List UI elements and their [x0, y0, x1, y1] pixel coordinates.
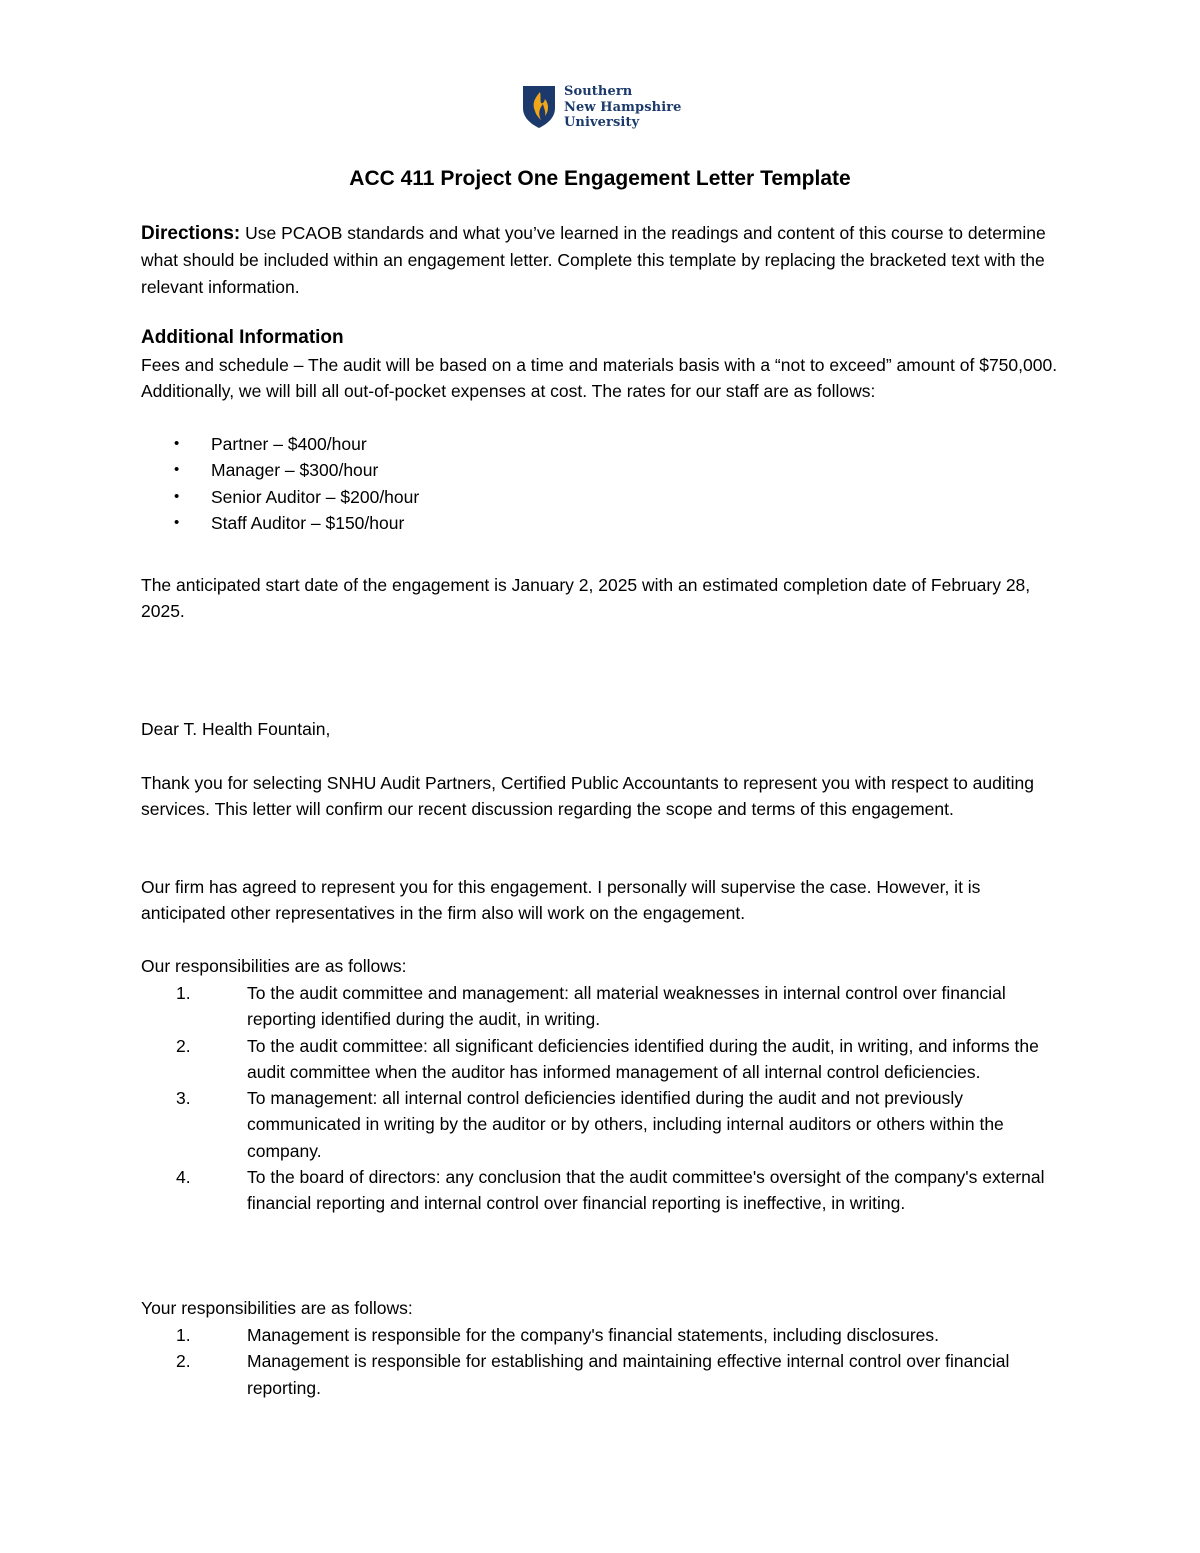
list-item	[141, 431, 419, 457]
item-text: Management is responsible for establishing and maintaining effective internal control over financial reporting.	[247, 1351, 1010, 1398]
logo-line-new-hampshire: New Hampshire	[564, 99, 682, 115]
list-item	[141, 484, 419, 510]
item-text: To the board of directors: any conclusion that the audit committee's oversight of the company's external financial reporting and internal control over financial reporting is ineffective, in writing.	[247, 1167, 1045, 1214]
firm-text: Our firm has agreed to represent you for this engagement. I personally will supervise the case. However, it is anticipated other representatives in the firm also will work on the engagement.	[141, 877, 981, 924]
schedule-paragraph	[141, 572, 1061, 625]
page-title: ACC 411 Project One Engagement Letter Template	[349, 167, 851, 190]
item-number: 1.	[176, 983, 191, 1003]
your-responsibilities-heading: Your responsibilities are as follows:	[141, 1298, 413, 1318]
list-item	[141, 1085, 1061, 1164]
directions-paragraph	[141, 220, 1061, 300]
item-text: Management is responsible for the company's financial statements, including disclosures.	[247, 1325, 940, 1345]
firm-paragraph	[141, 874, 1061, 927]
list-item	[141, 457, 419, 483]
item-number: 2.	[176, 1035, 191, 1056]
item-text: To the audit committee: all significant deficiencies identified during the audit, in writing, and informs the audit committee when the auditor has informed management of all internal control deficiencies.	[247, 1035, 1039, 1082]
item-number: 4.	[176, 1167, 191, 1188]
shield-flame-icon	[521, 84, 557, 130]
list-item	[141, 1322, 1061, 1348]
letter-greeting: Dear T. Health Fountain,	[141, 719, 331, 739]
logo-text	[564, 84, 682, 131]
bullet-icon: •	[174, 435, 180, 452]
rate-text: Manager – $300/hour	[211, 460, 379, 481]
rates-list	[141, 431, 419, 536]
item-number: 1.	[176, 1325, 191, 1345]
logo-line-university: University	[564, 115, 640, 130]
list-item	[141, 980, 1061, 1033]
bullet-icon: •	[174, 461, 180, 479]
directions-text: Use PCAOB standards and what you’ve learned in the readings and content of this course to determine what should be included within an engagement letter. Complete this template by replacing the bracketed text with the relevant information.	[141, 223, 1046, 297]
directions-label: Directions:	[141, 223, 241, 244]
fees-paragraph	[141, 352, 1061, 405]
list-item	[141, 1164, 1061, 1217]
logo-line-southern: Southern	[564, 84, 633, 99]
item-number: 3.	[176, 1088, 191, 1109]
schedule-text: The anticipated start date of the engagement is January 2, 2025 with an estimated completion date of February 28, 2025.	[141, 575, 1031, 622]
item-number: 2.	[176, 1351, 191, 1372]
rate-text: Senior Auditor – $200/hour	[211, 486, 420, 507]
our-responsibilities-list	[141, 980, 1061, 1217]
additional-info-heading: Additional Information	[141, 327, 344, 348]
list-item	[141, 1348, 1061, 1401]
your-responsibilities-list	[141, 1322, 1061, 1401]
our-responsibilities-heading: Our responsibilities are as follows:	[141, 956, 407, 976]
item-text: To management: all internal control deficiencies identified during the audit and not previously communicated in writing by the auditor or by others, including internal auditors or others within the company.	[247, 1088, 1004, 1161]
rate-text: Staff Auditor – $150/hour	[211, 512, 405, 533]
item-text: To the audit committee and management: all material weaknesses in internal control over financial reporting identified during the audit, in writing.	[247, 983, 1006, 1030]
fees-text: Fees and schedule – The audit will be based on a time and materials basis with a “not to exceed” amount of $750,000. Additionally, we will bill all out-of-pocket expenses at cost. The rates for our staff are as follows:	[141, 355, 1058, 402]
university-logo	[521, 84, 682, 131]
list-item	[141, 510, 419, 536]
rate-text: Partner – $400/hour	[211, 434, 367, 454]
bullet-icon: •	[174, 513, 180, 531]
thanks-paragraph	[141, 770, 1061, 823]
bullet-icon: •	[174, 487, 180, 505]
thanks-text: Thank you for selecting SNHU Audit Partners, Certified Public Accountants to represent you with respect to auditing services. This letter will confirm our recent discussion regarding the scope and terms of this engagement.	[141, 773, 1034, 820]
list-item	[141, 1033, 1061, 1086]
